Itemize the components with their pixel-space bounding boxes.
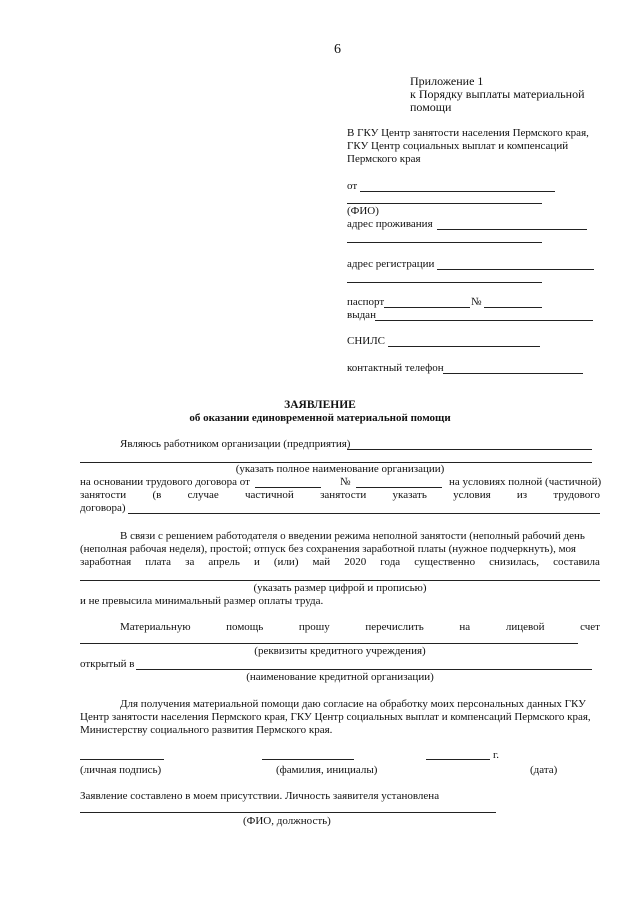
parttime-word: из bbox=[516, 489, 528, 501]
personal-signature-label: (личная подпись) bbox=[80, 764, 162, 776]
transfer-word: Материальную bbox=[120, 621, 191, 633]
passport-label: паспорт bbox=[347, 296, 385, 308]
salary-word: (или) bbox=[273, 556, 299, 568]
surname-line[interactable] bbox=[262, 759, 354, 760]
phone-label: контактный телефон bbox=[347, 362, 444, 374]
date-label: (дата) bbox=[530, 764, 558, 776]
bank-details-line[interactable] bbox=[80, 643, 578, 644]
consent-line-1: Для получения материальной помощи даю согласие на обработку моих персональных данных ГКУ bbox=[120, 698, 586, 710]
passport-number-line[interactable] bbox=[484, 307, 542, 308]
bank-name-line[interactable] bbox=[136, 669, 592, 670]
bank-name-hint: (наименование кредитной организации) bbox=[246, 671, 434, 683]
appendix-line-2: к Порядку выплаты материальной bbox=[410, 87, 585, 101]
parttime-word: трудового bbox=[553, 489, 600, 501]
contract-label: на основании трудового договора от bbox=[80, 476, 250, 488]
contract-conditions-label: на условиях полной (частичной) bbox=[449, 476, 602, 488]
registration-label: адрес регистрации bbox=[347, 258, 435, 270]
parttime-word: указать bbox=[392, 489, 427, 501]
parttime-word: случае bbox=[187, 489, 219, 501]
issued-line[interactable] bbox=[375, 320, 593, 321]
contract-date-line[interactable] bbox=[255, 487, 321, 488]
parttime-line bbox=[80, 489, 600, 502]
organization-hint: (указать полное наименование организации) bbox=[235, 463, 445, 475]
salary-word: за bbox=[185, 556, 195, 568]
amount-hint: (указать размер цифрой и прописью) bbox=[253, 582, 427, 594]
salary-word: плата bbox=[145, 556, 172, 568]
parttime-word: занятости bbox=[320, 489, 367, 501]
salary-word: года bbox=[380, 556, 401, 568]
bank-details-hint: (реквизиты кредитного учреждения) bbox=[254, 645, 426, 657]
contract-end-label: договора) bbox=[80, 502, 126, 514]
salary-word: май bbox=[312, 556, 331, 568]
opened-in-label: открытый в bbox=[80, 658, 135, 670]
phone-line[interactable] bbox=[443, 373, 583, 374]
document-title: ЗАЯВЛЕНИЕ bbox=[284, 399, 356, 411]
transfer-line bbox=[120, 621, 600, 634]
year-suffix: г. bbox=[493, 749, 500, 761]
consent-line-2: Центр занятости населения Пермского края, ГКУ Центр социальных выплат и компенсаций Пермского края, bbox=[80, 711, 591, 723]
snils-line[interactable] bbox=[388, 346, 540, 347]
transfer-word: лицевой bbox=[505, 621, 545, 633]
addressee-line-2: ГКУ Центр социальных выплат и компенсаций bbox=[347, 140, 569, 152]
salary-word: и bbox=[253, 556, 260, 568]
p2-line-2: (неполная рабочая неделя), простой; отпуск без сохранения заработной платы (нужное подчеркнуть), моя bbox=[80, 543, 576, 555]
min-wage-text: и не превысила минимальный размер оплаты труда. bbox=[80, 595, 324, 607]
salary-word: составила bbox=[553, 556, 600, 568]
amount-line[interactable] bbox=[80, 580, 600, 581]
p2-line-1: В связи с решением работодателя о введении режима неполной занятости (неполный рабочий день bbox=[120, 530, 585, 542]
surname-initials-label: (фамилия, инициалы) bbox=[276, 764, 378, 776]
transfer-word: перечислить bbox=[365, 621, 424, 633]
parttime-word: частичной bbox=[245, 489, 294, 501]
contract-number-line[interactable] bbox=[356, 487, 442, 488]
statement-text: Заявление составлено в моем присутствии. Личность заявителя установлена bbox=[80, 790, 440, 802]
salary-word: снизилась, bbox=[489, 556, 540, 568]
passport-number-sign: № bbox=[471, 296, 482, 308]
from-line[interactable] bbox=[360, 191, 555, 192]
residence-label: адрес проживания bbox=[347, 218, 433, 230]
fio-position-label: (ФИО, должность) bbox=[243, 815, 331, 827]
transfer-word: на bbox=[459, 621, 471, 633]
snils-label: СНИЛС bbox=[347, 335, 386, 347]
organization-line[interactable] bbox=[347, 449, 592, 450]
salary-word: апрель bbox=[208, 556, 240, 568]
passport-series-line[interactable] bbox=[384, 307, 470, 308]
parttime-word: занятости bbox=[80, 489, 127, 501]
salary-word: 2020 bbox=[344, 556, 367, 568]
issued-label: выдан bbox=[347, 309, 376, 321]
employee-label: Являюсь работником организации (предприятия) bbox=[120, 438, 351, 450]
official-line[interactable] bbox=[80, 812, 496, 813]
from-line-2[interactable] bbox=[347, 203, 542, 204]
fio-label: (ФИО) bbox=[347, 205, 379, 217]
p2-line-3 bbox=[80, 556, 600, 569]
page-number: 6 bbox=[334, 42, 341, 57]
document-subtitle: об оказании единовременной материальной помощи bbox=[189, 412, 451, 424]
addressee-line-3: Пермского края bbox=[347, 153, 421, 165]
appendix-line-1: Приложение 1 bbox=[410, 74, 484, 88]
registration-line[interactable] bbox=[437, 269, 594, 270]
parttime-word: условия bbox=[453, 489, 491, 501]
residence-line-2[interactable] bbox=[347, 242, 542, 243]
date-line[interactable] bbox=[426, 759, 490, 760]
contract-conditions-line[interactable] bbox=[128, 513, 600, 514]
transfer-word: прошу bbox=[298, 621, 330, 633]
transfer-word: помощь bbox=[226, 621, 264, 633]
addressee-line-1: В ГКУ Центр занятости населения Пермского края, bbox=[347, 127, 589, 139]
contract-number-sign: № bbox=[340, 476, 351, 488]
salary-word: существенно bbox=[414, 556, 476, 568]
consent-line-3: Министерству социального развития Пермского края. bbox=[80, 724, 333, 736]
appendix-line-3: помощи bbox=[410, 100, 452, 114]
signature-line[interactable] bbox=[80, 759, 164, 760]
from-label: от bbox=[347, 180, 358, 192]
transfer-word: счет bbox=[580, 621, 600, 633]
registration-line-2[interactable] bbox=[347, 282, 542, 283]
salary-word: заработная bbox=[80, 556, 132, 568]
parttime-word: (в bbox=[152, 489, 162, 501]
residence-line[interactable] bbox=[437, 229, 587, 230]
